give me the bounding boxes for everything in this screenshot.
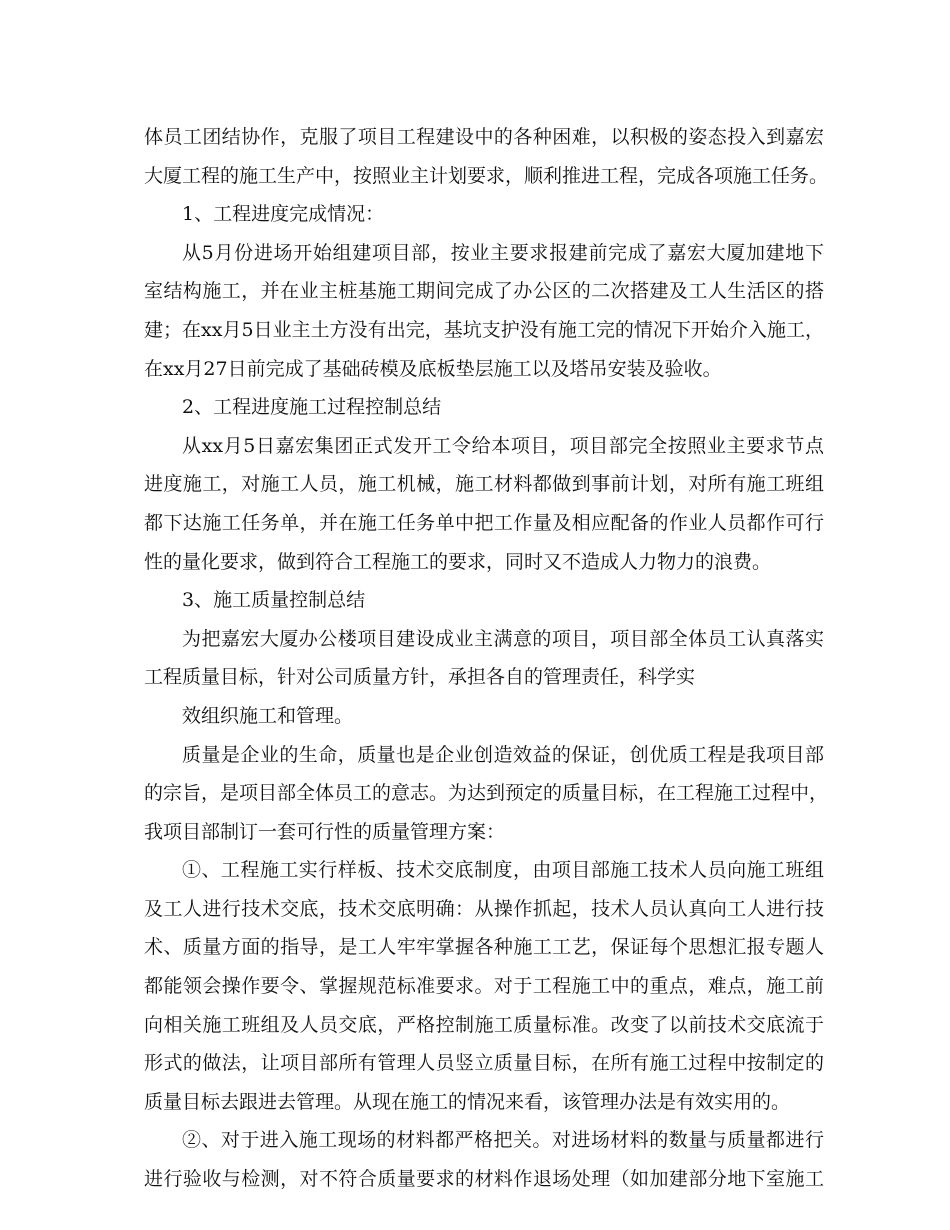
text-line: 的宗旨，是项目部全体员工的意志。为达到预定的质量目标，在工程施工过程中， [144, 782, 829, 805]
text-line: 3、施工质量控制总结 [182, 589, 366, 612]
text-line: 2、工程进度施工过程控制总结 [182, 396, 442, 419]
text-line: 向相关施工班组及人员交底，严格控制施工质量标准。改变了以前技术交底流于 [144, 1013, 824, 1036]
text-line: 我项目部制订一套可行性的质量管理方案： [144, 820, 506, 843]
text-line: 性的量化要求，做到符合工程施工的要求，同时又不造成人力物力的浪费。 [144, 550, 772, 573]
text-line: 大厦工程的施工生产中，按照业主计划要求，顺利推进工程，完成各项施工任务。 [144, 164, 829, 187]
text-line: 进行验收与检测，对不符合质量要求的材料作退场处理（如加建部分地下室施工 [144, 1168, 824, 1191]
text-line: 形式的做法，让项目部所有管理人员竖立质量目标，在所有施工过程中按制定的 [144, 1052, 824, 1075]
text-line: 从5月份进场开始组建项目部，按业主要求报建前完成了嘉宏大厦加建地下 [182, 241, 824, 264]
text-line: 进度施工，对施工人员，施工机械，施工材料都做到事前计划，对所有施工班组 [144, 473, 824, 496]
text-line: 工程质量目标，针对公司质量方针，承担各自的管理责任，科学实 [144, 666, 696, 689]
text-line: 及工人进行技术交底，技术交底明确：从操作抓起，技术人员认真向工人进行技 [144, 897, 824, 920]
text-line: 都下达施工任务单，并在施工任务单中把工作量及相应配备的作业人员都作可行 [144, 511, 824, 534]
text-line: 质量是企业的生命，质量也是企业创造效益的保证，创优质工程是我项目部 [182, 743, 824, 766]
text-line: 在xx月27日前完成了基础砖模及底板垫层施工以及塔吊安装及验收。 [144, 357, 722, 380]
text-line: 都能领会操作要令、掌握规范标准要求。对于工程施工中的重点，难点，施工前 [144, 975, 824, 998]
text-line: 术、质量方面的指导，是工人牢牢掌握各种施工工艺，保证每个思想汇报专题人 [144, 936, 824, 959]
text-line: 效组织施工和管理。 [182, 704, 354, 727]
text-line: ②、对于进入施工现场的材料都严格把关。对进场材料的数量与质量都进行 [182, 1129, 824, 1152]
text-line: 1、工程进度完成情况： [182, 203, 385, 226]
text-line: 体员工团结协作，克服了项目工程建设中的各种困难，以积极的姿态投入到嘉宏 [144, 126, 824, 148]
text-line: 建；在xx月5日业主土方没有出完，基坑支护没有施工完的情况下开始介入施工， [144, 318, 824, 341]
text-line: 室结构施工，并在业主桩基施工期间完成了办公区的二次搭建及工人生活区的搭 [144, 280, 824, 303]
text-line: 从xx月5日嘉宏集团正式发开工令给本项目，项目部完全按照业主要求节点 [182, 434, 824, 457]
text-line: 质量目标去跟进去管理。从现在施工的情况来看，该管理办法是有效实用的。 [144, 1090, 791, 1113]
text-line: 为把嘉宏大厦办公楼项目建设成业主满意的项目，项目部全体员工认真落实 [182, 627, 824, 650]
document-body [144, 118, 829, 1199]
text-line: ①、工程施工实行样板、技术交底制度，由项目部施工技术人员向施工班组 [182, 859, 824, 882]
